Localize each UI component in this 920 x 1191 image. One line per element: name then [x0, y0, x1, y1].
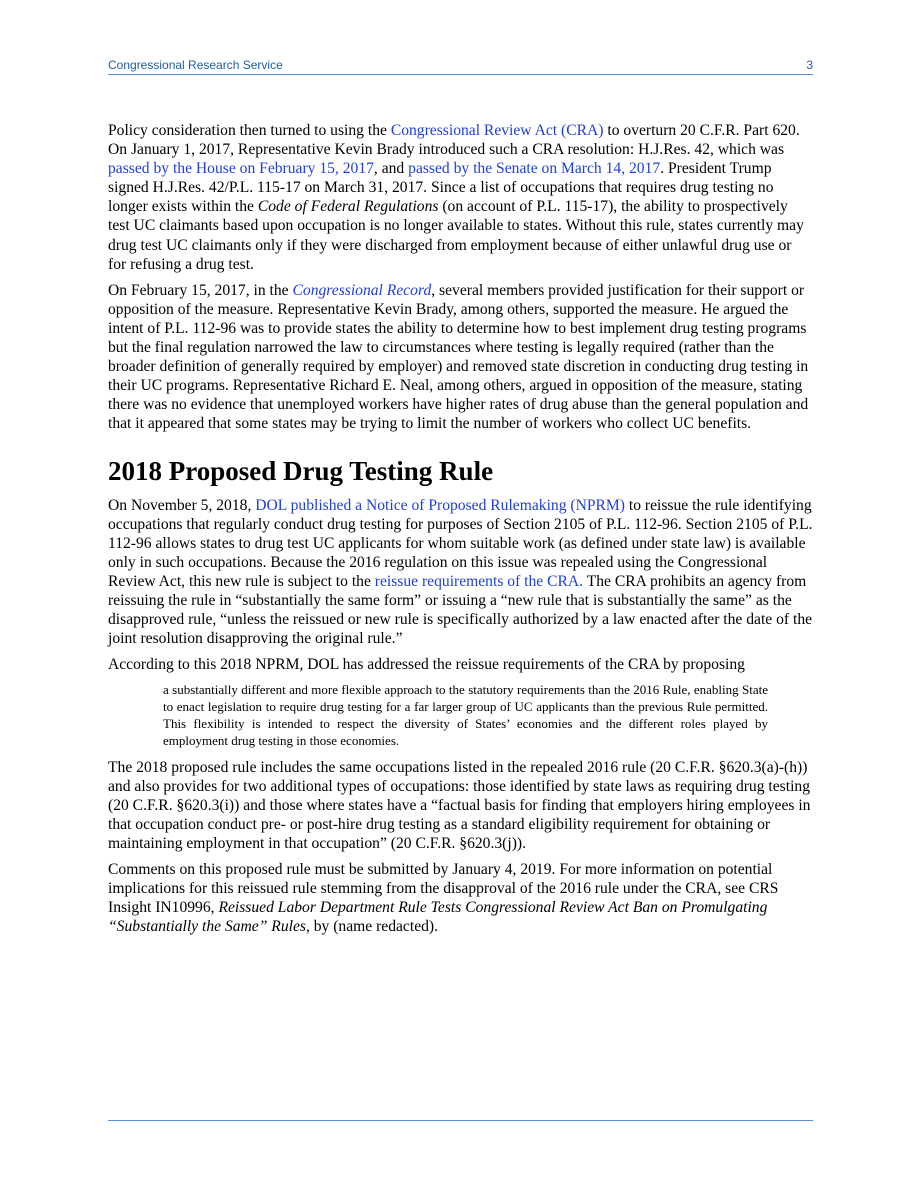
paragraph-nprm: On November 5, 2018, DOL published a Notice of Proposed Rulemaking (NPRM) to reissue the rule identifying occupations that regularly conduct drug testing for purposes of Section 2105 of P.L. 112-96. Section 2105 of P.L. 112-96 allows states to drug test UC applicants for whom suitable work (as defined under state law) is available only in such occupations. Because the 2016 regulation on this issue was repealed using the Congressional Review Act, this new rule is subject to the reissue requirements of the CRA. The CRA prohibits an agency from reissuing the rule in “substantially the same form” or issuing a “new rule that is substantially the same” as the disapproved rule, “unless the reissued or new rule is specifically authorized by a law enacted after the date of the joint resolution disapproving the original rule.” [108, 496, 813, 648]
footer-divider [108, 1120, 813, 1121]
running-header [108, 58, 813, 74]
header-divider [108, 74, 813, 75]
paragraph-comments: Comments on this proposed rule must be submitted by January 4, 2019. For more information on potential implications for this reissued rule stemming from the disapproval of the 2016 rule under the CRA, see CRS Insight IN10996, Reissued Labor Department Rule Tests Congressional Review Act Ban on Promulgating “Substantially the Same” Rules, by (name redacted). [108, 861, 779, 936]
link-passed-senate[interactable]: passed by the Senate on March 14, 2017 [408, 160, 661, 178]
section-heading: 2018 Proposed Drug Testing Rule [108, 455, 494, 486]
link-reissue-requirements[interactable]: reissue requirements of the CRA. [374, 572, 584, 590]
link-passed-house[interactable]: passed by the House on February 15, 2017 [108, 160, 374, 178]
paragraph-proposed-rule-occupations: The 2018 proposed rule includes the same occupations listed in the repealed 2016 rule (20 C.F.R. §620.3(a)-(h)) and also provides for two additional types of occupations: those identified by state laws as requiring drug testing (20 C.F.R. §620.3(i)) and those where states have a “factual basis for finding that employers hiring employees in that occupation conduct pre- or post-hire drug testing as a standard eligibility requirement for obtaining or maintaining employment in that occupation” (20 C.F.R. §620.3(j)). [108, 758, 811, 852]
link-congressional-record[interactable]: Congressional Record [292, 281, 432, 299]
link-dol-nprm[interactable]: DOL published a Notice of Proposed Rulemaking (NPRM) [255, 496, 625, 514]
paragraph-according-nprm: According to this 2018 NPRM, DOL has addressed the reissue requirements of the CRA by proposing [108, 656, 745, 674]
page-number: 3 [806, 58, 813, 72]
paragraph-cra-overturn: Policy consideration then turned to using the Congressional Review Act (CRA) to overturn 20 C.F.R. Part 620. On January 1, 2017, Representative Kevin Brady introduced such a CRA resolution: H.J.Res. 42, which was passed by the House on February 15, 2017, and passed by the Senate on March 14, 2017. President Trump signed H.J.Res. 42/P.L. 115-17 on March 31, 2017. Since a list of occupations that requires drug testing no longer exists within the Code of Federal Regulations (on account of P.L. 115-17), the ability to prospectively test UC claimants based upon occupation is no longer available to states. Without this rule, states currently may drug test UC claimants only if they were discharged from employment because of either unlawful drug use or for refusing a drug test. [108, 122, 804, 273]
paragraph-congressional-record: On February 15, 2017, in the Congressional Record, several members provided justification for their support or opposition of the measure. Representative Kevin Brady, among others, supported the measure. He argued the intent of P.L. 112-96 was to provide states the ability to determine how to best implement drug testing programs but the final regulation narrowed the law to circumstances where testing is legally required (rather than the broader definition of generally required by employer) and removed state discretion in conducting drug testing in their UC programs. Representative Richard E. Neal, among others, argued in opposition of the measure, stating there was no evidence that unemployed workers have higher rates of drug abuse than the general population and that it appeared that some states may be trying to limit the number of workers who collect UC benefits. [108, 281, 809, 433]
page-body [108, 121, 813, 943]
link-congressional-review-act[interactable]: Congressional Review Act (CRA) [390, 122, 604, 139]
header-source: Congressional Research Service [108, 58, 283, 72]
block-quote: a substantially different and more flexible approach to the statutory requirements than the 2016 Rule, enabling State to enact legislation to require drug testing for a far larger group of UC applicants than the previous Rule permitted. This flexibility is intended to respect the diversity of States’ economies and the different roles played by employment drug testing in those economies. [163, 682, 768, 748]
